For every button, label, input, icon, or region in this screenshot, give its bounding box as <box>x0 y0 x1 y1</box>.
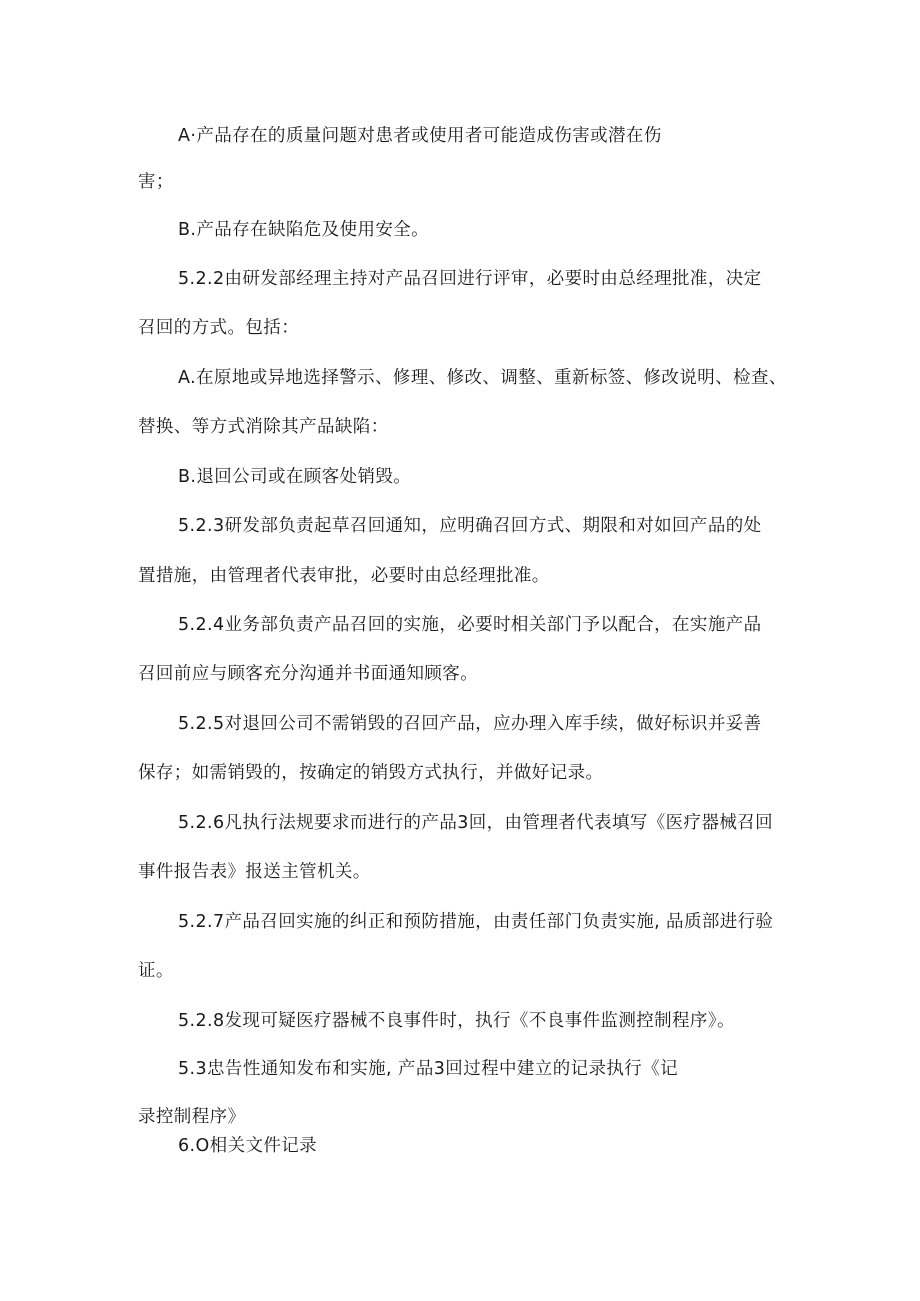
paragraph-line: 5.2.8发现可疑医疗器械不良事件时，执行《不良事件监测控制程序》。 <box>178 1011 735 1031</box>
paragraph-line: 害； <box>138 172 174 192</box>
paragraph-line: 证。 <box>138 961 174 981</box>
paragraph-line: 5.2.5对退回公司不需销毁的召回产品，应办理入库手续，做好标识并妥善 <box>178 714 762 734</box>
paragraph-line: 5.2.4业务部负责产品召回的实施，必要时相关部门予以配合，在实施产品 <box>178 615 762 635</box>
paragraph-line: B.退回公司或在顾客处销毁。 <box>178 467 412 487</box>
paragraph-line: A.在原地或异地选择警示、修理、修改、调整、重新标签、修改说明、检查、 <box>178 368 787 388</box>
paragraph-line: B.产品存在缺陷危及使用安全。 <box>178 220 430 240</box>
paragraph-line: 保存；如需销毁的，按确定的销毁方式执行，并做好记录。 <box>138 763 604 783</box>
paragraph-line: 录控制程序》 <box>138 1107 246 1127</box>
paragraph-line: 置措施，由管理者代表审批，必要时由总经理批准。 <box>138 566 550 586</box>
paragraph-line: 替换、等方式消除其产品缺陷： <box>138 417 389 437</box>
section-heading: 6.O相关文件记录 <box>178 1136 318 1156</box>
paragraph-line: 5.2.6凡执行法规要求而进行的产品3回，由管理者代表填写《医疗器械召回 <box>178 813 774 833</box>
paragraph-line: 5.2.2由研发部经理主持对产品召回进行评审，必要时由总经理批准，决定 <box>178 269 762 289</box>
paragraph-line: 召回的方式。包括： <box>138 318 300 338</box>
paragraph-line: A·产品存在的质量问题对患者或使用者可能造成伤害或潜在伤 <box>178 126 662 146</box>
paragraph-line: 5.2.3研发部负责起草召回通知，应明确召回方式、期限和对如回产品的处 <box>178 516 762 536</box>
paragraph-line: 5.2.7产品召回实施的纠正和预防措施，由责任部门负责实施, 品质部进行验 <box>178 912 774 932</box>
paragraph-line: 召回前应与顾客充分沟通并书面通知顾客。 <box>138 664 479 684</box>
paragraph-line: 事件报告表》报送主管机关。 <box>138 862 371 882</box>
paragraph-line: 5.3忠告性通知发布和实施, 产品3回过程中建立的记录执行《记 <box>178 1059 678 1079</box>
